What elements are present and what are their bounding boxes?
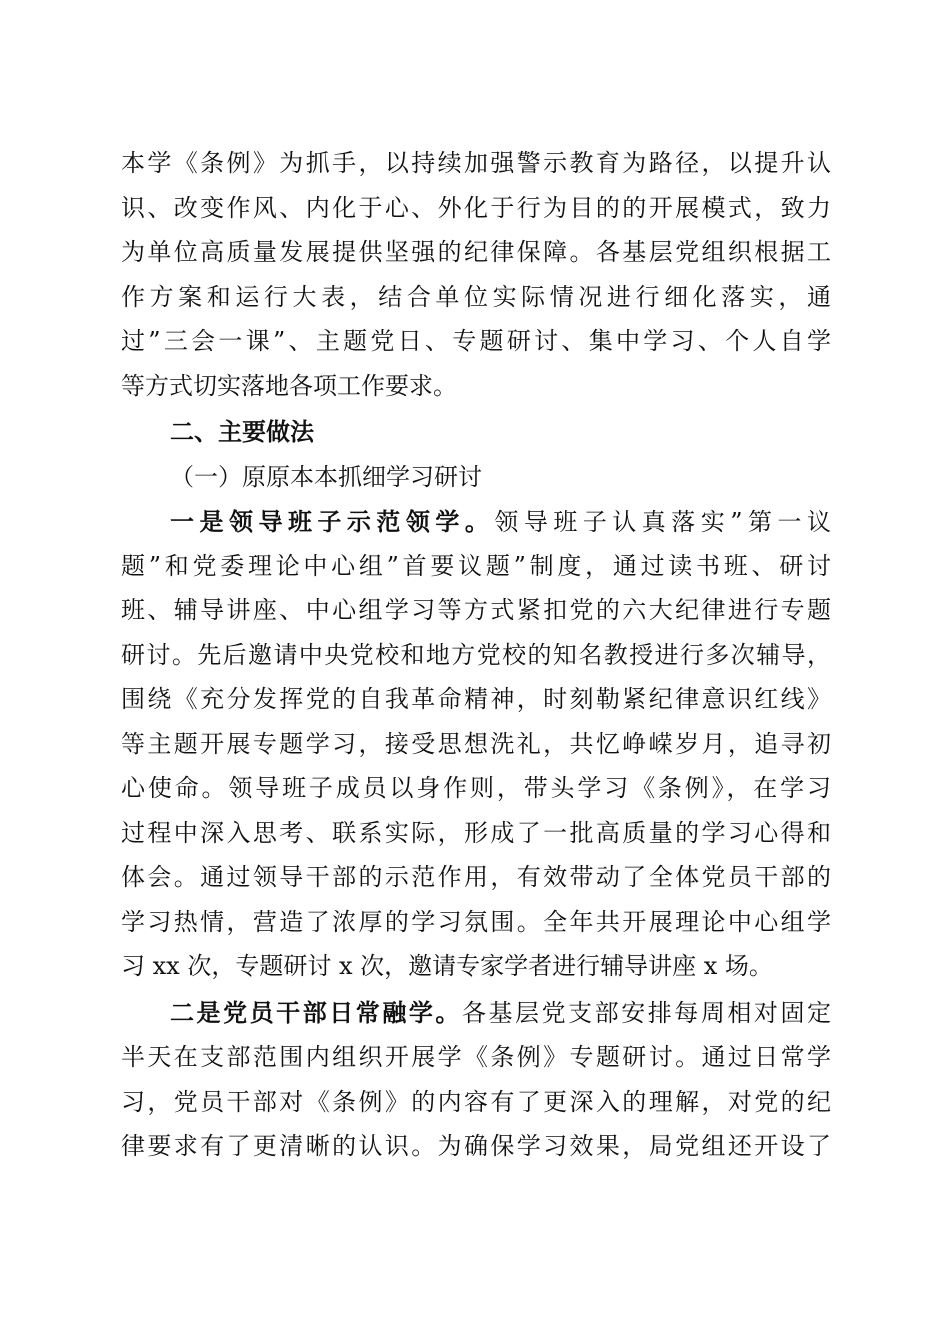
- body-text-line: 班、辅导讲座、中心组学习等方式紧扣党的六大纪律进行专题: [121, 596, 831, 624]
- paragraph-first-line: [170, 991, 831, 1035]
- body-text-line: 学习热情，营造了浓厚的学习氛围。全年共开展理论中心组学: [121, 908, 831, 936]
- body-text-line: 识、改变作风、内化于心、外化于行为目的的开展模式，致力: [121, 194, 831, 222]
- paragraph-first-line: [170, 500, 831, 544]
- section-heading: 二、主要做法: [170, 418, 314, 446]
- body-text-line: 研讨。先后邀请中央党校和地方党校的知名教授进行多次辅导，: [121, 641, 831, 669]
- subsection-heading: （一）原原本本抓细学习研讨: [170, 463, 482, 491]
- body-text-line: 为单位高质量发展提供坚强的纪律保障。各基层党组织根据工: [121, 238, 831, 266]
- body-text-line: 题”和党委理论中心组”首要议题”制度，通过读书班、研讨: [121, 552, 831, 580]
- body-text-line: 体会。通过领导干部的示范作用，有效带动了全体党员干部的: [121, 863, 831, 891]
- body-text-line: 等主题开展专题学习，接受思想洗礼，共忆峥嵘岁月，追寻初: [121, 730, 831, 758]
- body-text-line: 心使命。领导班子成员以身作则，带头学习《条例》，在学习: [121, 774, 831, 802]
- body-text-line: 律要求有了更清晰的认识。为确保学习效果，局党组还开设了: [121, 1132, 831, 1160]
- body-text-line: 过”三会一课”、主题党日、专题研讨、集中学习、个人自学: [121, 327, 831, 355]
- body-text-line: 作方案和运行大表，结合单位实际情况进行细化落实，通: [121, 283, 831, 311]
- body-text-line: 过程中深入思考、联系实际，形成了一批高质量的学习心得和: [121, 819, 831, 847]
- body-text-line: 等方式切实落地各项工作要求。: [121, 372, 457, 400]
- body-text-line: 习，党员干部对《条例》的内容有了更深入的理解，对党的纪: [121, 1088, 831, 1116]
- paragraph-lead: 二是党员干部日常融学。: [170, 999, 462, 1027]
- paragraph-lead: 一是领导班子示范领学。: [170, 508, 495, 536]
- body-text-line: 本学《条例》为抓手，以持续加强警示教育为路径，以提升认: [121, 149, 831, 177]
- body-text-line: 习 xx 次，专题研讨 x 次，邀请专家学者进行辅导讲座 x 场。: [121, 952, 773, 980]
- body-text-line: 围绕《充分发挥党的自我革命精神，时刻勒紧纪律意识红线》: [121, 685, 831, 713]
- paragraph-text: 领导班子认真落实”第一议: [494, 508, 831, 536]
- paragraph-text: 各基层党支部安排每周相对固定: [461, 999, 832, 1027]
- body-text-line: 半天在支部范围内组织开展学《条例》专题研讨。通过日常学: [121, 1043, 831, 1071]
